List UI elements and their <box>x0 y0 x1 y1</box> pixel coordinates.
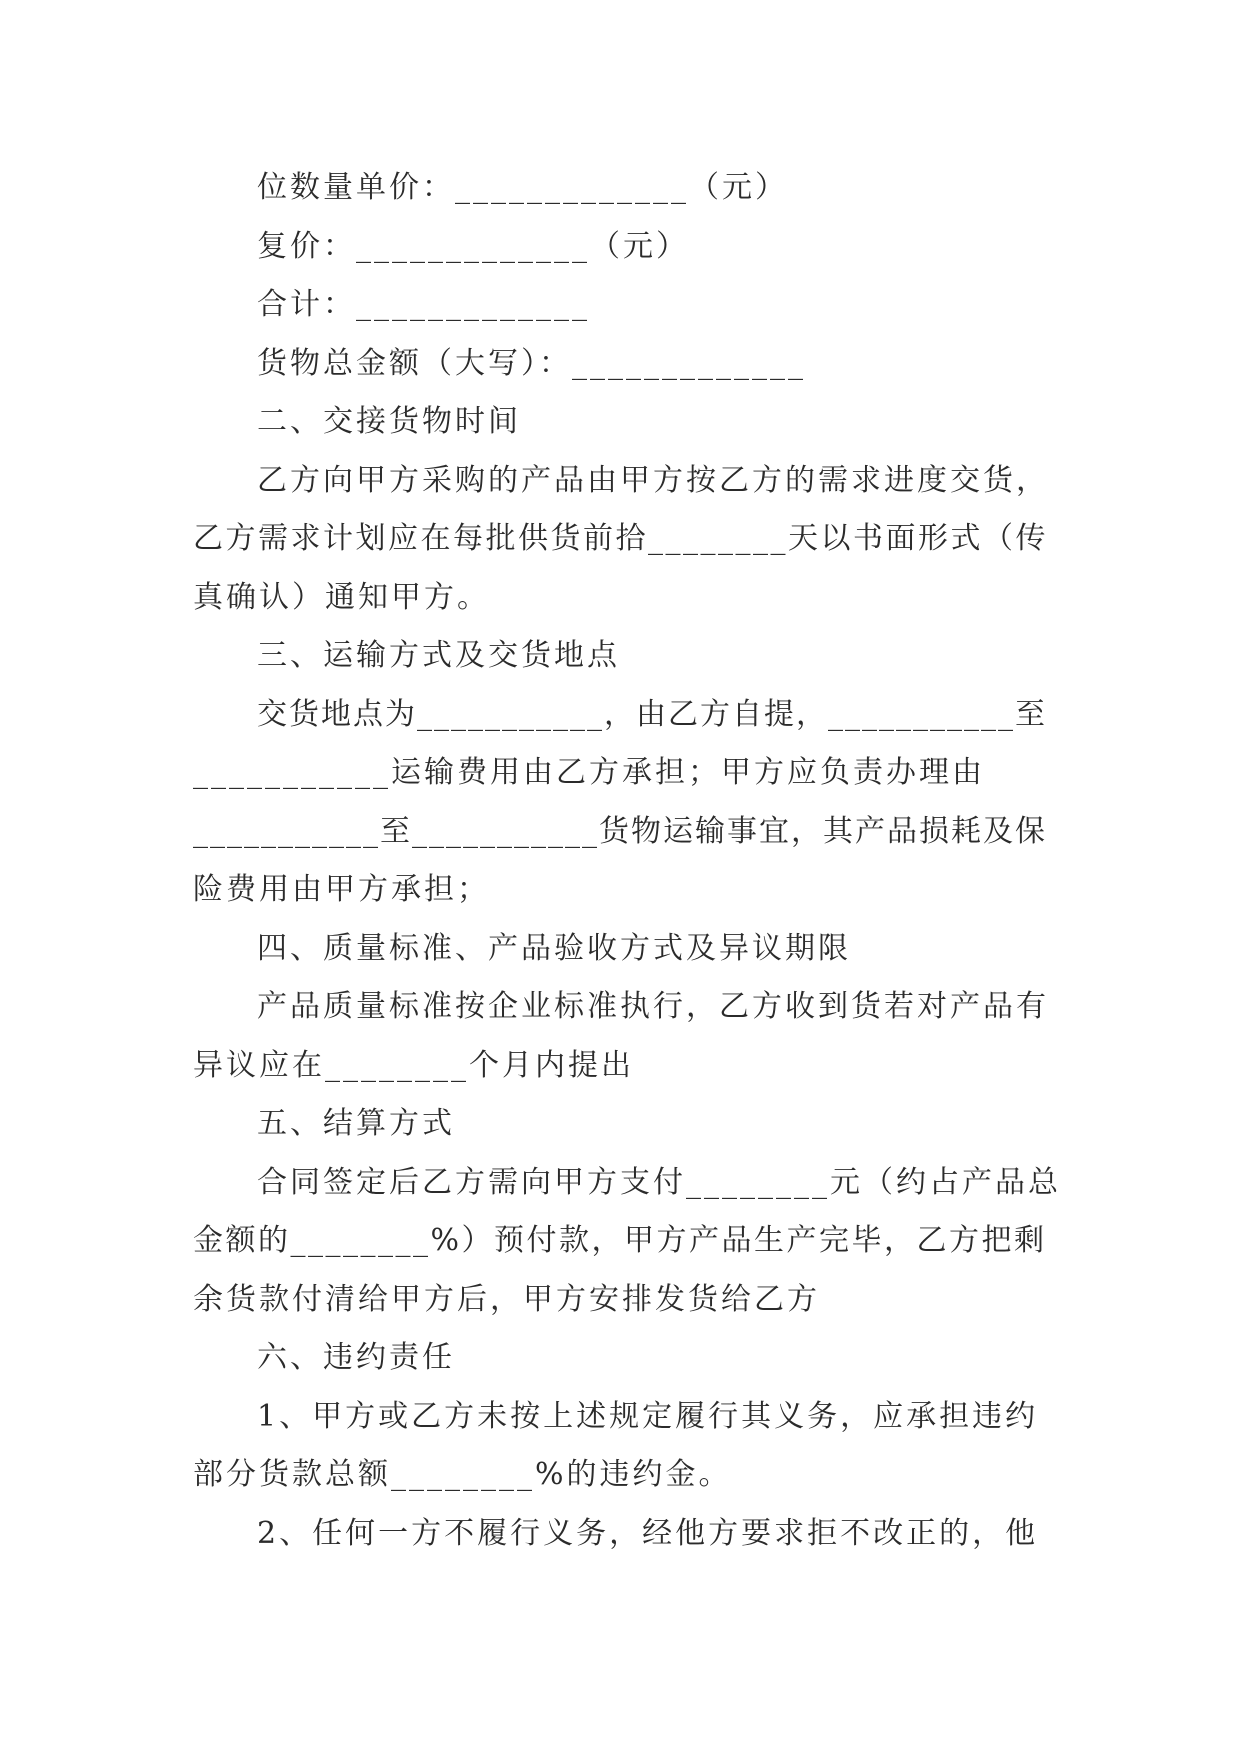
paragraph-line: 乙方需求计划应在每批供货前拾________天以书面形式（传 <box>193 521 1048 556</box>
section-heading-liability: 六、违约责任 <box>257 1340 455 1375</box>
section-heading-transport: 三、运输方式及交货地点 <box>257 638 620 673</box>
paragraph-line: 1、甲方或乙方未按上述规定履行其义务，应承担违约 <box>257 1398 1039 1434</box>
paragraph-line: ___________至___________货物运输事宜，其产品损耗及保 <box>193 813 1047 849</box>
paragraph-line: 余货款付清给甲方后，甲方安排发货给乙方 <box>193 1281 820 1317</box>
paragraph-line: 金额的________%）预付款，甲方产品生产完毕，乙方把剩 <box>193 1223 1047 1258</box>
text-line-compound-price: 复价：_____________（元） <box>257 228 689 264</box>
paragraph-line: 真确认）通知甲方。 <box>193 579 490 615</box>
paragraph-line: ___________运输费用由乙方承担；甲方应负责办理由 <box>193 755 985 790</box>
paragraph-line: 部分货款总额________%的违约金。 <box>193 1457 732 1492</box>
paragraph-line: 交货地点为___________，由乙方自提，___________至 <box>257 696 1047 732</box>
section-heading-settlement: 五、结算方式 <box>257 1106 455 1141</box>
text-line-total: 合计：_____________ <box>257 287 590 322</box>
paragraph-line: 合同签定后乙方需向甲方支付________元（约占产品总 <box>257 1164 1061 1200</box>
paragraph-line: 险费用由甲方承担； <box>193 872 490 907</box>
text-line-total-amount-uppercase: 货物总金额（大写）：_____________ <box>257 345 806 381</box>
paragraph-line: 异议应在________个月内提出 <box>193 1047 634 1083</box>
text-line-unit-price: 位数量单价：_____________（元） <box>257 170 788 205</box>
section-heading-delivery-time: 二、交接货物时间 <box>257 404 521 439</box>
paragraph-line: 2、任何一方不履行义务，经他方要求拒不改正的，他 <box>257 1515 1039 1551</box>
section-heading-quality: 四、质量标准、产品验收方式及异议期限 <box>257 930 851 966</box>
paragraph-line: 乙方向甲方采购的产品由甲方按乙方的需求进度交货， <box>257 462 1049 498</box>
document-body <box>193 159 1061 1563</box>
paragraph-line: 产品质量标准按企业标准执行，乙方收到货若对产品有 <box>257 989 1049 1024</box>
